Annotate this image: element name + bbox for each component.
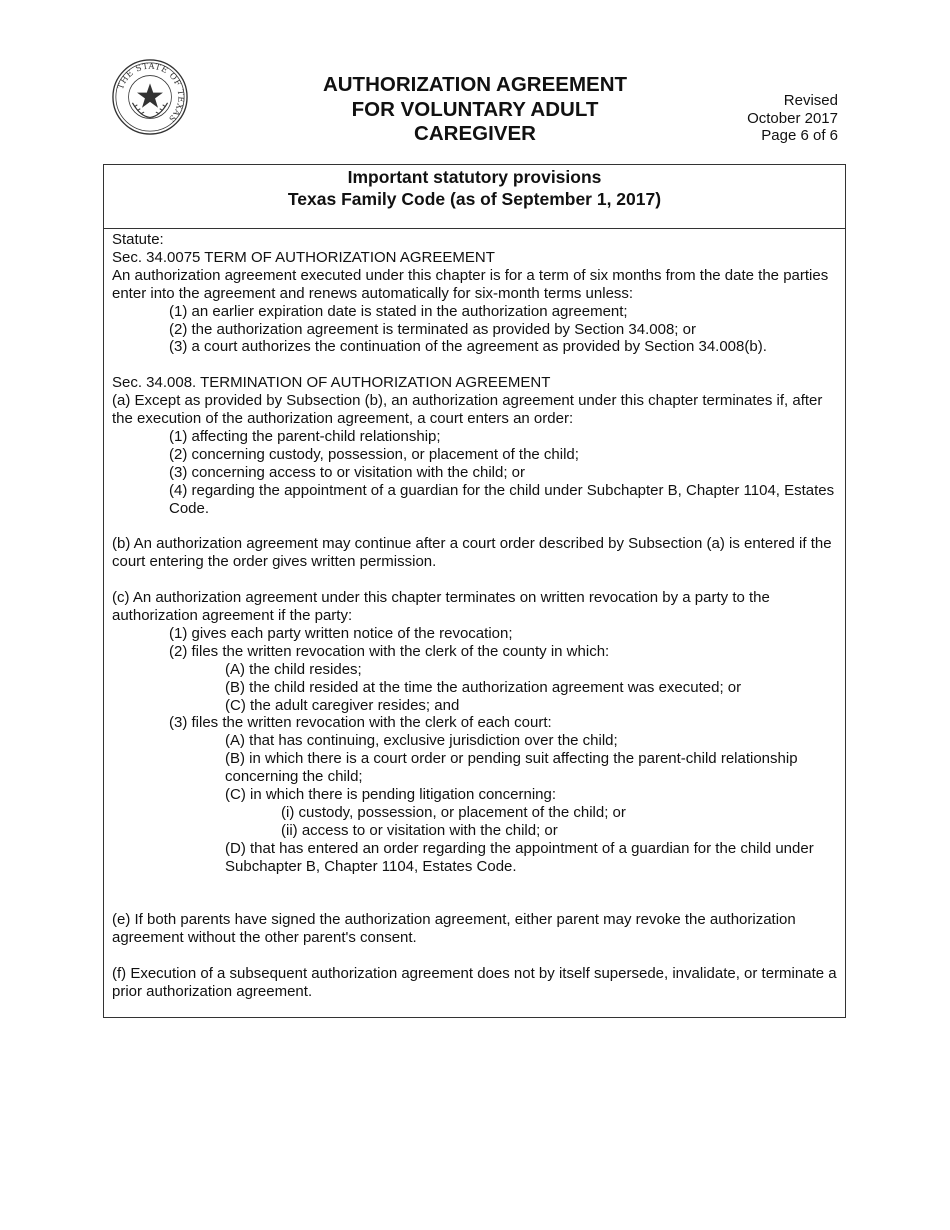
sec-34-008-title: Sec. 34.008. TERMINATION OF AUTHORIZATION AGREEMENT (112, 374, 551, 392)
list-item: (3) a court authorizes the continuation of the agreement as provided by Section 34.008(b). (169, 338, 767, 356)
list-item: (2) files the written revocation with the clerk of the county in which: (169, 642, 610, 660)
subsection-b: (b) An authorization agreement may continue after a court order described by Subsection (a) is entered if the court entering the order gives written permission. (112, 535, 832, 571)
sec-34-0075-text: An authorization agreement executed under this chapter is for a term of six months from the date the parties enter into the agreement and renews automatically for six-month terms unless: (112, 266, 829, 302)
statute-text (104, 229, 845, 1001)
box-heading: Important statutory provisions (347, 167, 602, 187)
sec-34-0075-title: Sec. 34.0075 TERM OF AUTHORIZATION AGREEMENT (112, 248, 495, 266)
title-line-1: AUTHORIZATION AGREEMENT (322, 73, 628, 96)
page-number: Page 6 of 6 (761, 127, 838, 144)
list-item: (A) the child resides; (225, 660, 362, 678)
list-item: (3) files the written revocation with the clerk of each court: (169, 714, 552, 732)
subsection-c: (c) An authorization agreement under this chapter terminates on written revocation by a party to the authorization agreement if the party: (112, 589, 770, 624)
list-item: (2) the authorization agreement is terminated as provided by Section 34.008; or (169, 320, 696, 338)
box-header (104, 165, 845, 229)
list-item: (1) gives each party written notice of the revocation; (169, 624, 513, 642)
list-item: (C) in which there is pending litigation concerning: (225, 786, 557, 804)
list-item: (3) concerning access to or visitation with the child; or (169, 463, 525, 481)
list-item: (A) that has continuing, exclusive jurisdiction over the child; (225, 732, 618, 750)
list-item: (B) the child resided at the time the authorization agreement was executed; or (225, 678, 742, 696)
revised-date: October 2017 (747, 109, 838, 127)
texas-state-seal (111, 58, 189, 136)
title-line-2: FOR VOLUNTARY ADULT (351, 97, 599, 121)
statute-label: Statute: (112, 231, 164, 248)
list-item: (2) concerning custody, possession, or placement of the child; (169, 445, 579, 463)
subsection-f: (f) Execution of a subsequent authorization agreement does not by itself supersede, invalidate, or terminate a prior authorization agreement. (112, 965, 837, 1000)
revised-label: Revised (783, 92, 838, 109)
title-line-3: CAREGIVER (414, 122, 536, 145)
box-subheading: Texas Family Code (as of September 1, 2017) (287, 189, 662, 209)
list-item: (1) an earlier expiration date is stated in the authorization agreement; (169, 302, 628, 320)
list-item: (ii) access to or visitation with the child; or (281, 821, 558, 839)
revision-info (747, 92, 838, 145)
seal-text: THE STATE OF TEXAS (114, 60, 187, 125)
subsection-a: (a) Except as provided by Subsection (b), an authorization agreement under this chapter terminates if, after the execution of the authorization agreement, a court enters an order: (112, 392, 823, 428)
list-item: (D) that has entered an order regarding the appointment of a guardian for the child under Subchapter B, Chapter 1104, Estates Code. (225, 839, 814, 875)
list-item: (4) regarding the appointment of a guardian for the child under Subchapter B, Chapter 1104, Estates Code. (169, 481, 835, 517)
list-item: (1) affecting the parent-child relationship; (169, 427, 441, 445)
form-title (300, 73, 650, 147)
list-item: (i) custody, possession, or placement of the child; or (281, 803, 626, 821)
list-item: (B) in which there is a court order or pending suit affecting the parent-child relationship concerning the child; (225, 750, 798, 786)
statutory-provisions-box (103, 164, 846, 1018)
list-item: (C) the adult caregiver resides; and (225, 696, 460, 714)
subsection-e: (e) If both parents have signed the authorization agreement, either parent may revoke the authorization agreement without the other parent's consent. (112, 911, 796, 947)
